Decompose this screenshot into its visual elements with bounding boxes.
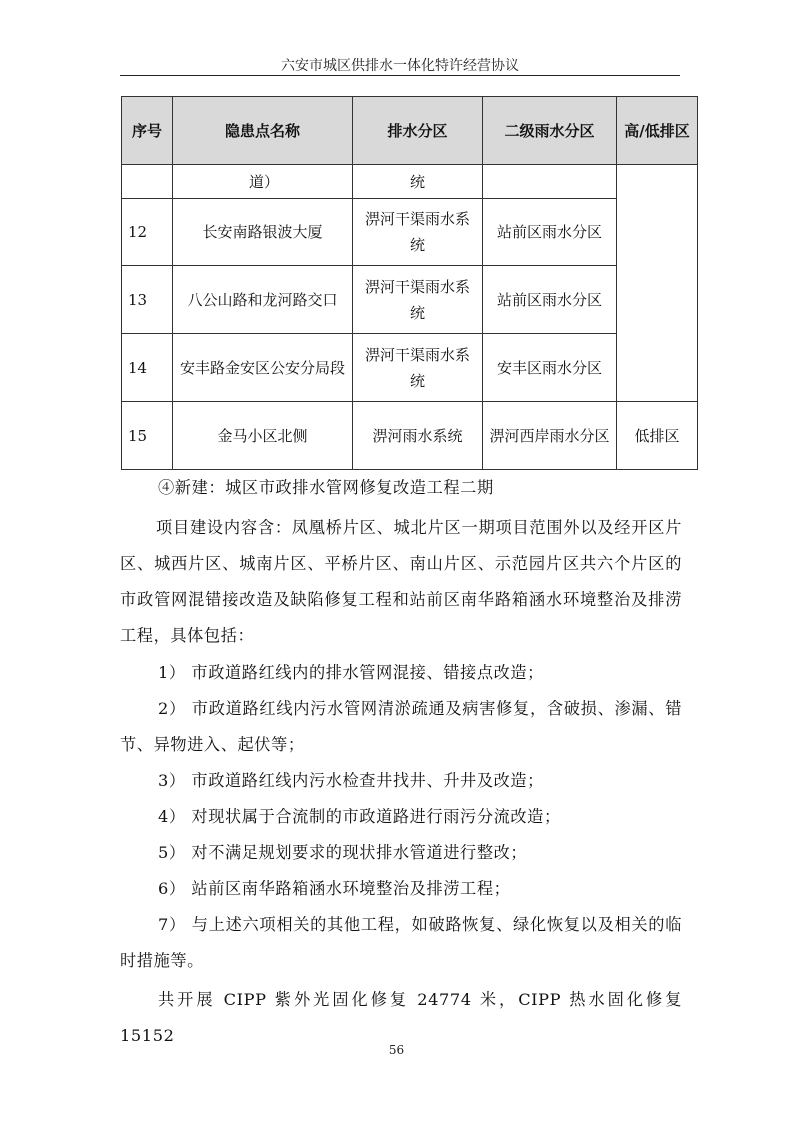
col-header-drainage: 排水分区 [353,97,483,165]
section-intro: 项目建设内容含：凤凰桥片区、城北片区一期项目范围外以及经开区片区、城西片区、城南片区、平桥片区、南山片区、示范园片区共六个片区的市政管网混错接改造及缺陷修复工程和站前区南华路箱涵水环境整治及排涝工程，具体包括： [120,518,682,645]
header-rule [120,75,680,76]
list-item: 6） 站前区南华路箱涵水环境整治及排涝工程； [158,879,511,898]
cell-secondary: 安丰区雨水分区 [483,334,617,402]
list-item: 5） 对不满足规划要求的现状排水管道进行整改； [158,843,528,862]
list-item: 1） 市政道路红线内的排水管网混接、错接点改造； [158,663,544,682]
col-header-level: 高/低排区 [617,97,698,165]
section-body [120,473,682,1054]
cell-secondary: 淠河西岸雨水分区 [483,402,617,470]
cell-no: 12 [122,199,173,266]
list-item: 3） 市政道路红线内污水检查井找井、升井及改造； [158,771,544,790]
table-row [122,334,698,402]
document-header: 六安市城区供排水一体化特许经营协议 [281,58,519,74]
col-header-secondary: 二级雨水分区 [483,97,617,165]
section-heading: ④新建：城区市政排水管网修复改造工程二期 [158,478,494,497]
list-item: 2） 市政道路红线内污水管网清淤疏通及病害修复，含破损、渗漏、错节、异物进入、起伏等； [120,699,682,754]
cell-name: 金马小区北侧 [173,402,353,470]
cell-drainage: 淠河雨水系统 [353,402,483,470]
list-item: 7） 与上述六项相关的其他工程，如破路恢复、绿化恢复以及相关的临时措施等。 [120,915,682,970]
cell-drainage: 统 [353,165,483,199]
section-closing: 共开展 CIPP 紫外光固化修复 24774 米，CIPP 热水固化修复 15152 [120,990,682,1045]
cell-secondary: 站前区雨水分区 [483,199,617,266]
cell-secondary: 站前区雨水分区 [483,266,617,334]
cell-name: 道） [173,165,353,199]
cell-level-merged [617,165,698,402]
table-row [122,266,698,334]
table-row [122,199,698,266]
cell-no [122,165,173,199]
cell-level: 低排区 [617,402,698,470]
page-number: 56 [388,1043,405,1057]
table-header-row [122,97,698,165]
cell-name: 长安南路银波大厦 [173,199,353,266]
list-item: 4） 对现状属于合流制的市政道路进行雨污分流改造； [158,807,561,826]
hazard-table [121,96,698,470]
cell-secondary [483,165,617,199]
cell-name: 安丰路金安区公安分局段 [173,334,353,402]
col-header-no: 序号 [122,97,173,165]
cell-no: 14 [122,334,173,402]
cell-name: 八公山路和龙河路交口 [173,266,353,334]
cell-drainage: 淠河干渠雨水系统 [353,334,483,402]
cell-no: 13 [122,266,173,334]
col-header-name: 隐患点名称 [173,97,353,165]
cell-drainage: 淠河干渠雨水系统 [353,199,483,266]
table-row [122,402,698,470]
cell-drainage: 淠河干渠雨水系统 [353,266,483,334]
table-row [122,165,698,199]
cell-no: 15 [122,402,173,470]
